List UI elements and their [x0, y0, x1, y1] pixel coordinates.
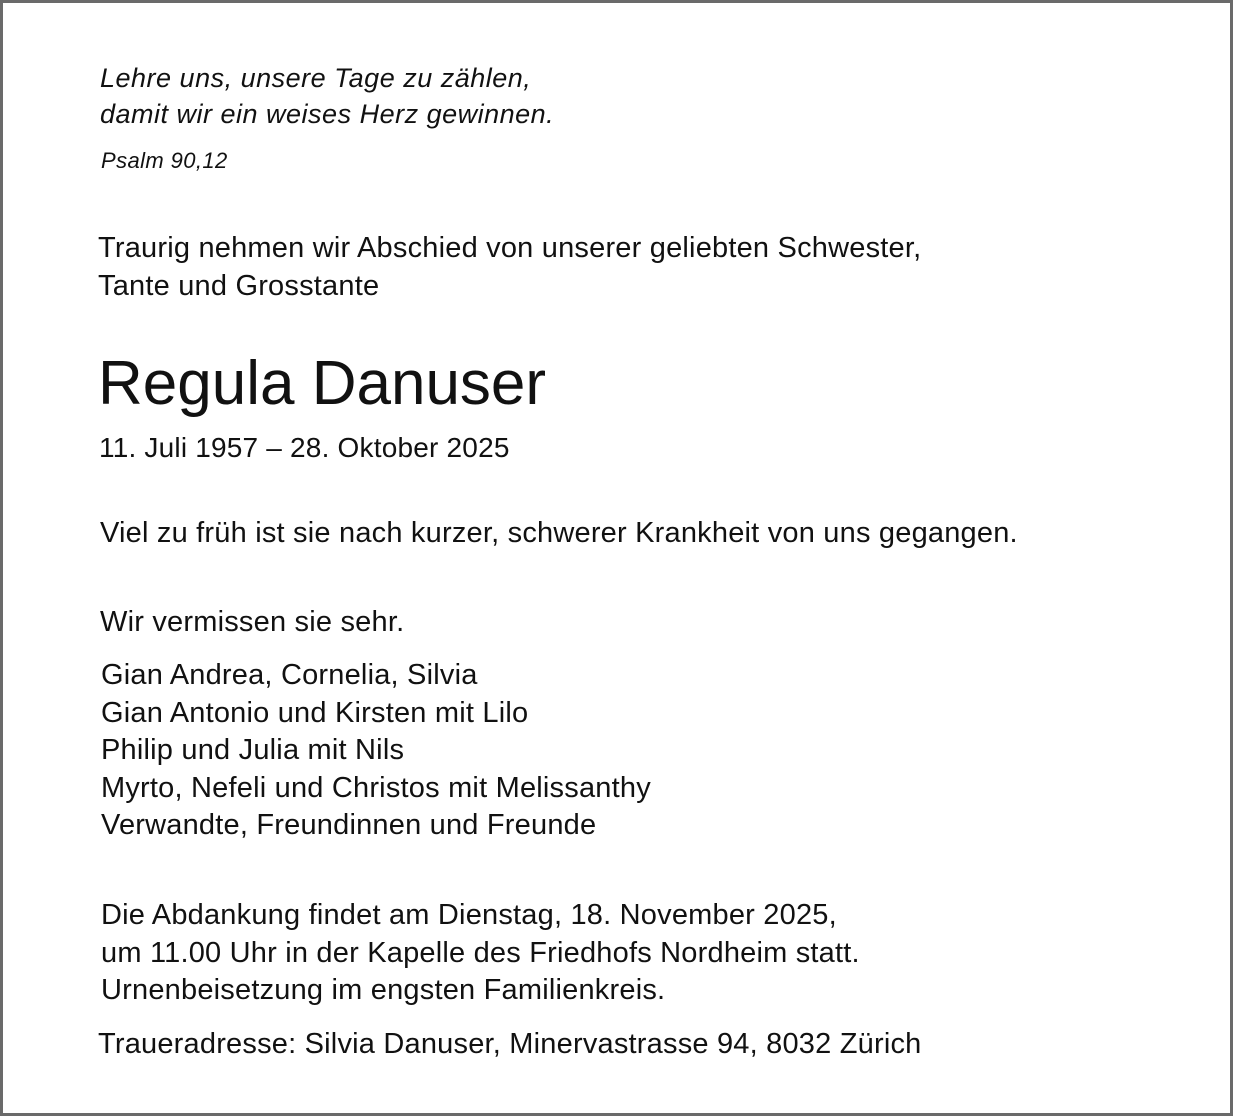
- quote-source: Psalm 90,12: [101, 148, 228, 173]
- mourner-line: Gian Andrea, Cornelia, Silvia: [101, 659, 478, 691]
- intro-line: Tante und Grosstante: [98, 270, 380, 302]
- miss-line: Wir vermissen sie sehr.: [100, 606, 405, 638]
- life-dates: 11. Juli 1957 – 28. Oktober 2025: [99, 432, 510, 463]
- intro-text: [98, 229, 921, 305]
- intro-line: Traurig nehmen wir Abschied von unserer geliebten Schwester,: [98, 232, 922, 264]
- deceased-name: Regula Danuser: [98, 349, 547, 418]
- ceremony-line: Urnenbeisetzung im engsten Familienkreis.: [101, 974, 666, 1006]
- mourning-address: Traueradresse: Silvia Danuser, Minervastrasse 94, 8032 Zürich: [98, 1028, 922, 1060]
- mourner-line: Gian Antonio und Kirsten mit Lilo: [101, 696, 529, 729]
- quote-line: Lehre uns, unsere Tage zu zählen,: [100, 63, 532, 93]
- ceremony-line: Die Abdankung findet am Dienstag, 18. November 2025,: [101, 899, 837, 931]
- quote-line: damit wir ein weises Herz gewinnen.: [100, 99, 555, 129]
- ceremony-line: um 11.00 Uhr in der Kapelle des Friedhofs Nordheim statt.: [101, 936, 860, 969]
- mourner-line: Myrto, Nefeli und Christos mit Melissanthy: [101, 771, 651, 804]
- mourner-line: Philip und Julia mit Nils: [101, 734, 405, 767]
- bible-quote: [100, 60, 554, 132]
- ceremony-info: [101, 897, 860, 1010]
- farewell-message: Viel zu früh ist sie nach kurzer, schwerer Krankheit von uns gegangen.: [100, 517, 1018, 549]
- mourner-line: Verwandte, Freundinnen und Freunde: [101, 809, 597, 842]
- mourners-list: [101, 657, 651, 845]
